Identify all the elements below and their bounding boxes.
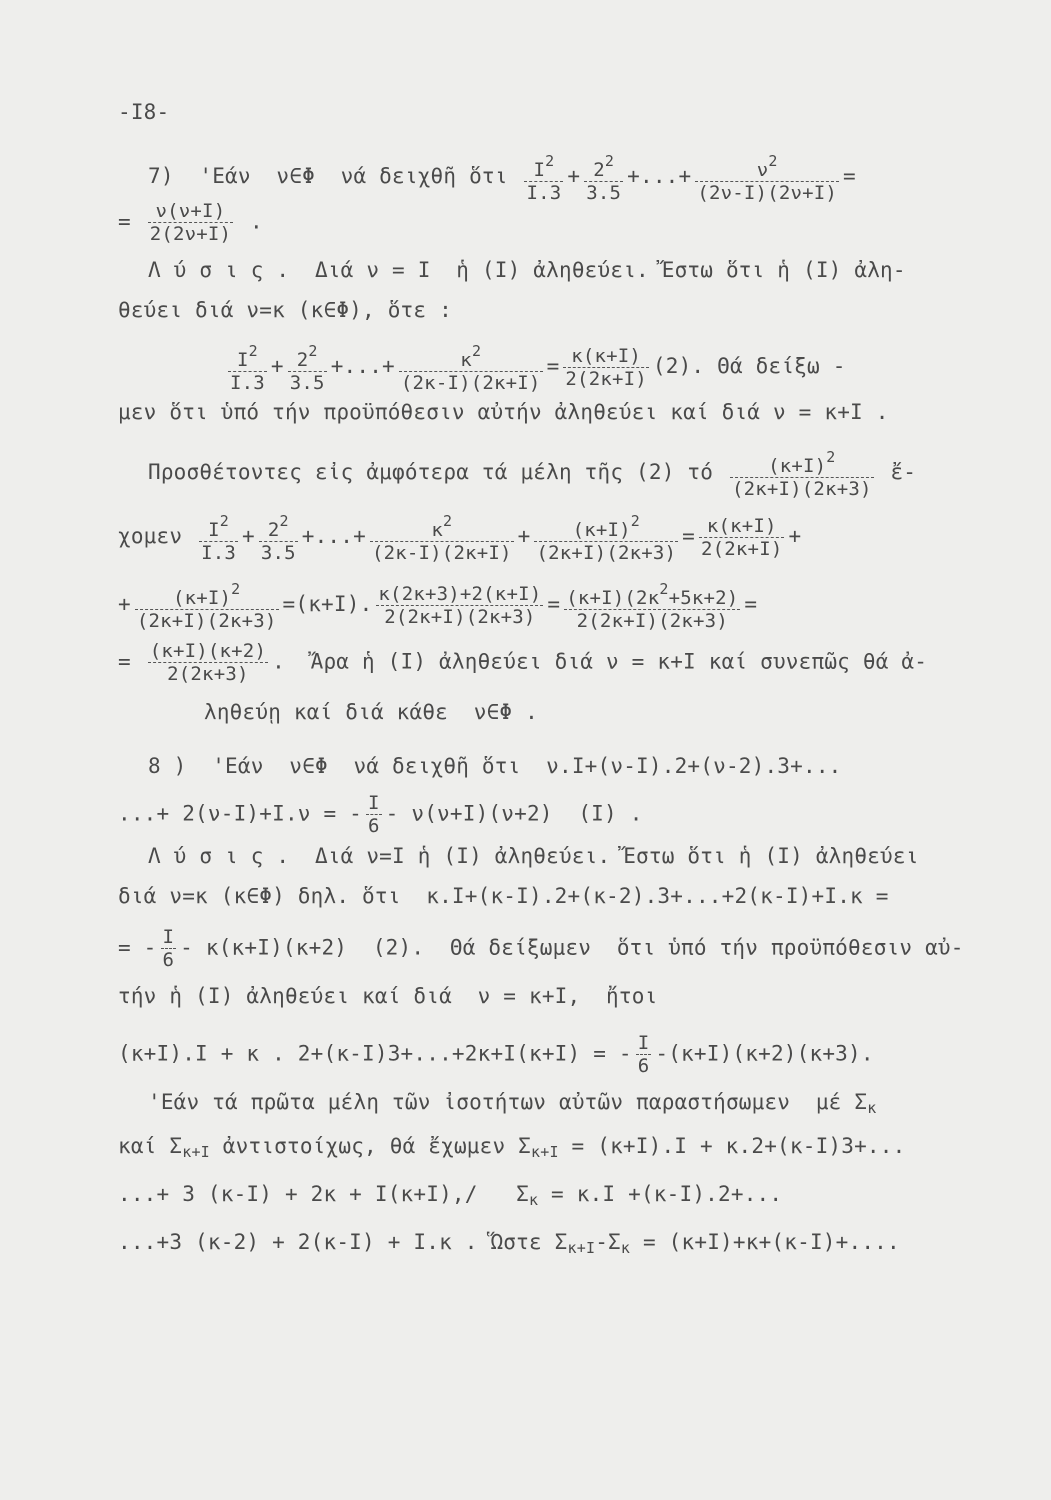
solution-7-line-2: θεύει διά ν=κ (κ∈Φ), ὅτε : — [118, 298, 452, 322]
solution-7-line-4: μεν ὅτι ὑπό τήν προϋπόθεσιν αὐτήν ἀληθεύει καί διά ν = κ+I . — [118, 400, 889, 424]
solution-7-line-5: Προσθέτοντες εἰς ἀμφότερα τά μέλη τῆς (2) τό $\frac{(\kappa+I)^2}{(2\kappa+I)(2\kappa+3)}$ ἔ- — [148, 448, 917, 500]
solution-8-line-7: καί $\Sigma_{\kappa+I}$ ἀντιστοίχως, θά ἔχωμεν $\Sigma_{\kappa+I} = (\kappa+I).I + \kappa.2+(\kappa-I)3+$... — [118, 1134, 906, 1161]
solution-8-line-9: ...+3 (κ-2) + 2(κ-I) + I.κ . Ὥστε $\Sigma_{\kappa+I}-\Sigma_\kappa = (\kappa+I)+\kappa+(\kappa-I)+$.... — [118, 1230, 900, 1257]
solution-8-line-5: (κ+I).I + κ . 2+(κ-I)3+...+2κ+I(κ+I) = - $\frac{I}{6}$ -(κ+I)(κ+2)(κ+3). — [118, 1032, 874, 1077]
solution-8-line-8: ...+ 3 (κ-I) + 2κ + I(κ+I),/ $\Sigma_\kappa = \kappa.I +(\kappa-I).2+$... — [118, 1182, 783, 1209]
problem-7-rhs: = $\frac{\nu(\nu+I)}{2(2\nu+I)}$ . — [118, 200, 263, 245]
solution-8-line-6: 'Εάν τά πρῶτα μέλη τῶν ἰσοτήτων αὐτῶν παραστήσωμεν μέ $\Sigma_\kappa$ — [148, 1090, 877, 1117]
solution-8-line-2: διά ν=κ (κ∈Φ) δηλ. ὅτι κ.I+(κ-I).2+(κ-2).3+...+2(κ-I)+I.κ = — [118, 884, 889, 908]
problem-8-rhs: ...+ 2(ν-I)+I.ν = - $\frac{I}{6}$ - ν(ν+I)(ν+2) (I) . — [118, 792, 643, 837]
solution-7-line-8: = $\frac{(\kappa+I)(\kappa+2)}{2(2\kappa+3)}$ . Ἄρα ἡ (I) ἀληθεύει διά ν = κ+I καί συνεπῶς θά ἀ- — [118, 640, 928, 685]
solution-8-line-1: Λ ύ σ ι ς . Διά ν=I ἡ (I) ἀληθεύει. Ἔστω ὅτι ἡ (I) ἀληθεύει — [148, 844, 919, 868]
page-number: -I8- — [118, 100, 170, 124]
solution-8-line-3: = - $\frac{I}{6}$ - κ(κ+I)(κ+2) (2). Θά δείξωμεν ὅτι ὑπό τήν προϋπόθεσιν αὐ- — [118, 926, 964, 971]
solution-7-hypothesis: $\frac{I^2}{I.3}$ + $\frac{2^2}{3.5}$ +...+ $\frac{\kappa^2}{(2\kappa-I)(2\kappa+I)}$ = $\frac{\kappa(\kappa+I)}{2(2\kappa+I)}$ (2). Θά δείξω - — [230, 342, 846, 394]
solution-7-line-7: + $\frac{(\kappa+I)^2}{(2\kappa+I)(2\kappa+3)}$ =(κ+I). $\frac{\kappa(2\kappa+3)+2(\kappa+I)}{2(2\kappa+I)(2\kappa+3)}$ = $\frac{(\kappa+I)(2\kappa^2+5\kappa+2)}{2(2\kappa+I)(2\kappa+3)}$ = — [118, 580, 758, 632]
problem-7-statement: 7) 'Εάν ν∈Φ νά δειχθῆ ὅτι $\frac{I^2}{I.3}$ + $\frac{2^2}{3.5}$ +...+ $\frac{\nu^2}{(2\nu-I)(2\nu+I)}$ = — [148, 152, 856, 204]
solution-7-line-1: Λ ύ σ ι ς . Διά ν = I ἡ (I) ἀληθεύει. Ἔστω ὅτι ἡ (I) ἀλη- — [148, 258, 906, 282]
solution-7-line-9: ληθεύῃ καί διά κάθε ν∈Φ . — [204, 700, 538, 724]
solution-8-line-4: τήν ἡ (I) ἀληθεύει καί διά ν = κ+I, ἤτοι — [118, 984, 658, 1008]
problem-8-statement: 8 ) 'Εάν ν∈Φ νά δειχθῆ ὅτι ν.I+(ν-I).2+(ν-2).3+... — [148, 754, 842, 778]
solution-7-line-6: χομεν $\frac{I^2}{I.3}$ + $\frac{2^2}{3.5}$ +...+ $\frac{\kappa^2}{(2\kappa-I)(2\kappa+I)}$ + $\frac{(\kappa+I)^2}{(2\kappa+I)(2\kappa+3)}$ = $\frac{\kappa(\kappa+I)}{2(2\kappa+I)}$ + — [118, 512, 802, 564]
